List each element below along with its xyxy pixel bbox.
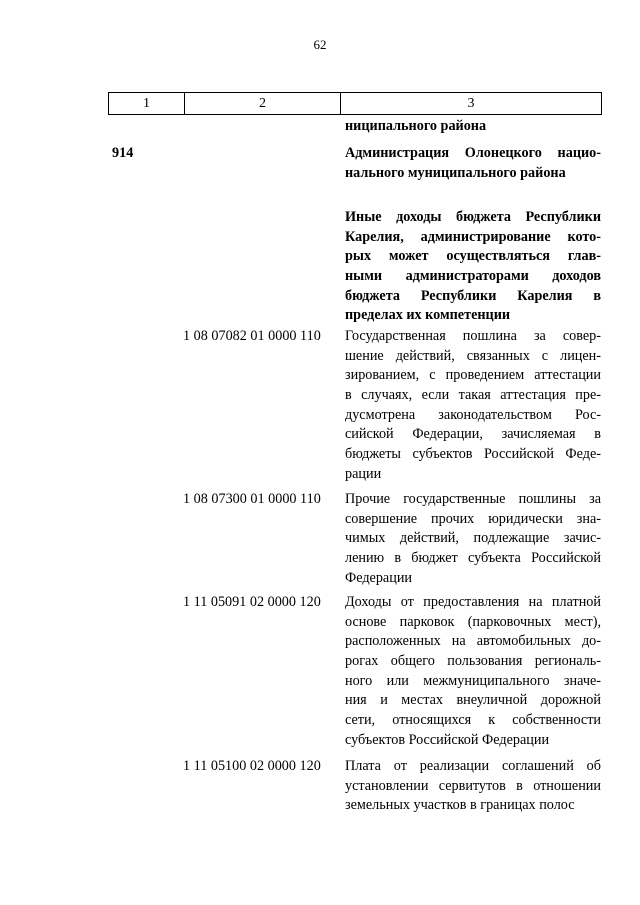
description-line: совершение прочих юридически зна- [345,510,601,527]
page-number: 62 [313,37,327,52]
row-kbk-code: 1 11 05100 02 0000 120 [183,758,321,774]
description-line: сийской Федерации, зачисляемая в [345,426,601,443]
description-line: бюджета Республики Карелия в [345,287,601,304]
table-header [108,92,602,115]
description-line: рации [345,465,382,482]
row-description [345,757,601,816]
row-kbk-code: 1 11 05091 02 0000 120 [183,594,321,610]
description-line: бюджеты субъектов Российской Феде- [345,446,601,463]
description-line: ного или межмуниципального значе- [345,672,601,689]
description-line: Плата от реализации соглашений об [345,758,601,774]
description-line: нального муниципального района [345,164,566,181]
row-kbk-code: 1 08 07082 01 0000 110 [183,328,321,344]
description-line: в случаях, если такая аттестация пре- [345,387,601,404]
description-line: лению в бюджет субъекта Российской [345,550,601,567]
row-code: 914 [112,145,134,161]
description-line: рых может осуществляться глав- [345,248,601,265]
row-description [345,490,601,588]
header-col-1: 1 [109,93,185,115]
description-line: Прочие государственные пошлины за [345,491,601,507]
description-line: чимых действий, подлежащие зачис- [345,530,601,547]
description-line: расположенных на автомобильных до- [345,633,601,650]
description-line: сети, относящихся к собственности [345,712,601,729]
description-line: пределах их компетенции [345,307,511,324]
description-line: земельных участков в границах полос [345,797,575,814]
row-description [345,327,601,485]
row-description [345,593,601,751]
row-kbk-code: 1 08 07300 01 0000 110 [183,491,321,507]
row-description [345,208,601,326]
description-line: ными администраторами доходов [345,268,601,285]
description-line: дусмотрена законодательством Рос- [345,406,601,423]
header-col-2: 2 [185,93,341,115]
description-line: Иные доходы бюджета Республики [345,209,601,225]
description-line: ния и местах внеуличной дорожной [345,692,601,709]
description-line: шение действий, связанных с лицен- [345,347,601,364]
description-line: установлении сервитутов в отношении [345,777,601,794]
description-line: субъектов Российской Федерации [345,731,550,748]
description-line: Доходы от предоставления на платной [345,594,601,610]
description-line: ниципального района [345,118,487,134]
row-description [345,117,601,137]
description-line: рогах общего пользования региональ- [345,653,601,670]
row-description [345,144,601,183]
description-line: основе парковок (парковочных мест), [345,613,601,630]
description-line: зированием, с проведением аттестации [345,367,601,384]
description-line: Администрация Олонецкого нацио- [345,145,601,161]
description-line: Федерации [345,569,413,586]
header-col-3: 3 [341,93,602,115]
description-line: Государственная пошлина за совер- [345,328,601,344]
description-line: Карелия, администрирование кото- [345,228,601,245]
